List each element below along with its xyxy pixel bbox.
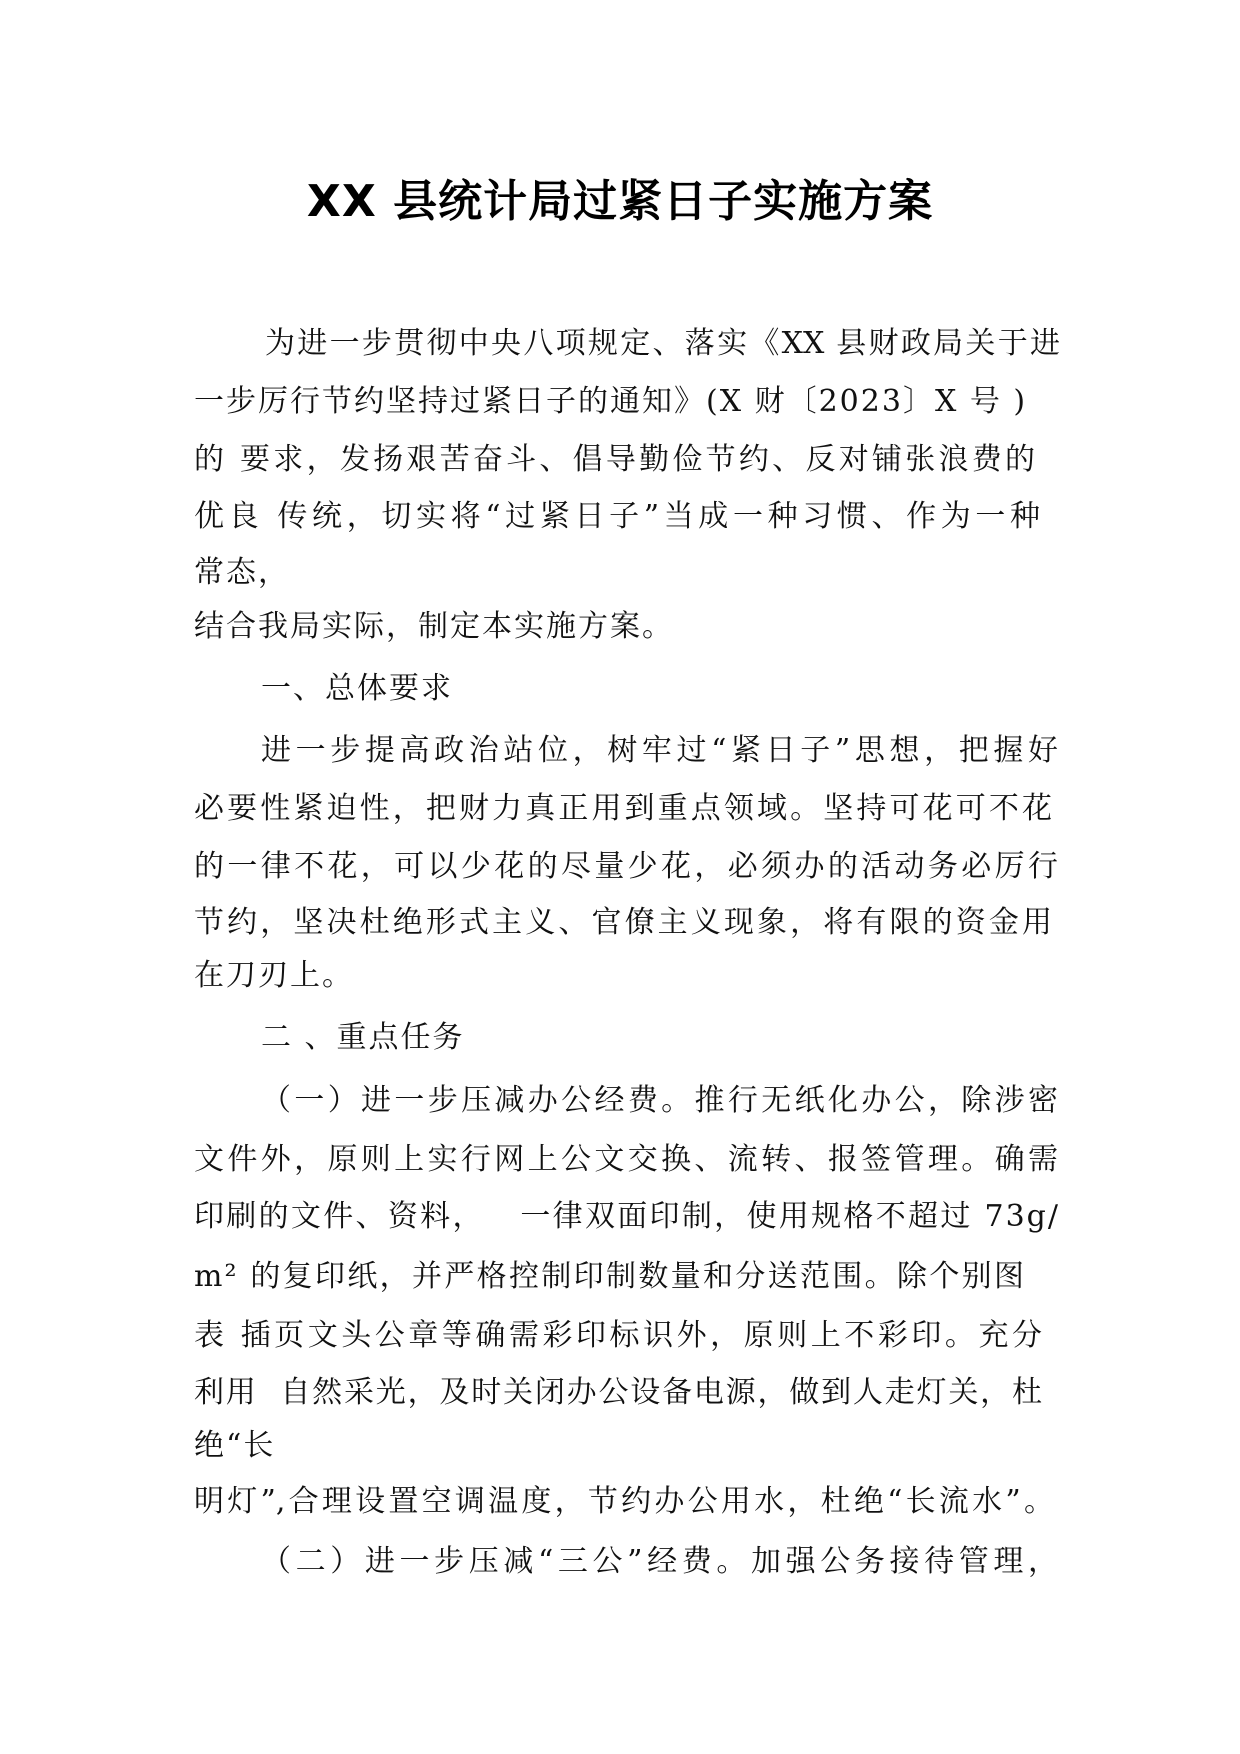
intro-line: 优良 传统，切实将“过紧日子”当成一种习惯、作为一种	[194, 499, 1042, 534]
item-1-line: 表 插页文头公章等确需彩印标识外，原则上不彩印。充分	[194, 1318, 1042, 1353]
item-1-line: 绝“长	[194, 1428, 276, 1463]
item-1-line: 文件外，原则上实行网上公文交换、流转、报签管理。确需	[194, 1142, 1060, 1177]
intro-line: 一步厉行节约坚持过紧日子的通知》(X 财〔2023〕X 号 )	[194, 384, 1028, 419]
section-heading: 一、总体要求	[261, 671, 453, 706]
item-2-line: （二）进一步压减“三公”经费。加强公务接待管理，	[261, 1544, 1060, 1579]
section-1-line: 节约，坚决杜绝形式主义、官僚主义现象，将有限的资金用	[194, 905, 1054, 940]
intro-line: 结合我局实际，制定本实施方案。	[194, 609, 674, 644]
intro-line: 常态，	[194, 555, 290, 590]
section-1-line: 在刀刃上。	[194, 958, 354, 993]
item-1-line: 明灯”,合理设置空调温度，节约办公用水，杜绝“长流水”。	[194, 1484, 1054, 1519]
item-1-line: 利用 自然采光，及时关闭办公设备电源，做到人走灯关，杜	[194, 1375, 1042, 1410]
item-1-line: m² 的复印纸，并严格控制印制数量和分送范围。除个别图	[194, 1259, 1026, 1294]
section-1-line: 进一步提高政治站位，树牢过“紧日子”思想，把握好	[261, 733, 1060, 768]
intro-line: 的 要求，发扬艰苦奋斗、倡导勤俭节约、反对铺张浪费的	[194, 442, 1037, 477]
section-1-line: 必要性紧迫性，把财力真正用到重点领域。坚持可花可不花	[194, 791, 1054, 826]
section-1-line: 的一律不花，可以少花的尽量少花，必须办的活动务必厉行	[194, 849, 1060, 884]
intro-line: 为进一步贯彻中央八项规定、落实《XX 县财政局关于进	[265, 326, 1060, 361]
document-title: XX 县统计局过紧日子实施方案	[306, 176, 934, 227]
section-heading: 二 、重点任务	[261, 1020, 465, 1055]
item-1-line: （一）进一步压减办公经费。推行无纸化办公，除涉密	[261, 1083, 1060, 1118]
item-1-line: 印刷的文件、资料， 一律双面印制，使用规格不超过 73g/	[194, 1199, 1060, 1234]
